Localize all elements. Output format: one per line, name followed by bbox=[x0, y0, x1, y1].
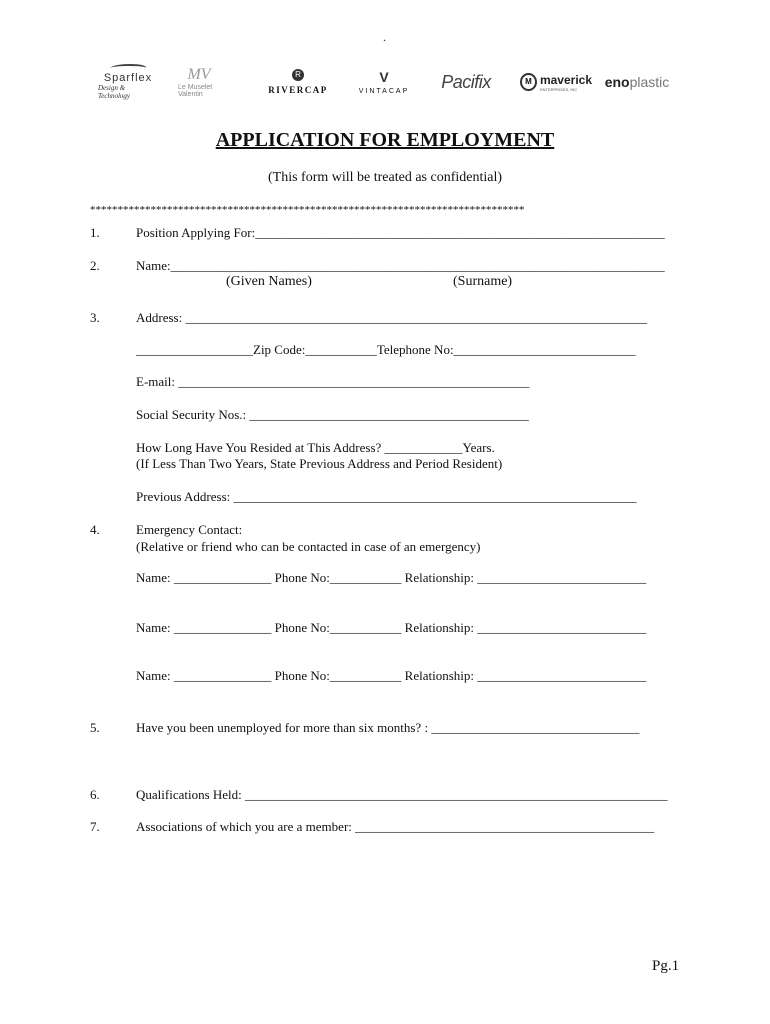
item-number-6: 6. bbox=[90, 787, 100, 802]
enoplastic-logo bbox=[602, 62, 672, 102]
form-title-text: APPLICATION FOR EMPLOYMENT bbox=[215, 129, 555, 151]
residence-duration-field[interactable]: How Long Have You Resided at This Address? ____________Years. bbox=[136, 440, 495, 455]
item-number-4: 4. bbox=[90, 522, 100, 537]
item-number-1: 1. bbox=[90, 225, 100, 240]
maverick-logo-sub: ENTERPRISES, INC bbox=[539, 86, 578, 92]
associations-field[interactable]: Associations of which you are a member: ______________________________________________ bbox=[136, 819, 655, 834]
form-title bbox=[0, 129, 770, 152]
top-mark: . bbox=[383, 30, 386, 44]
qualifications-field[interactable]: Qualifications Held: _________________________________________________________________ bbox=[136, 787, 668, 802]
vintacap-emblem-icon: V bbox=[379, 68, 389, 85]
given-names-label: (Given Names) bbox=[226, 274, 312, 289]
name-field[interactable]: Name:____________________________________________________________________________ bbox=[136, 258, 665, 273]
unemployed-field[interactable]: Have you been unemployed for more than six months? : ________________________________ bbox=[136, 720, 640, 735]
previous-address-field[interactable]: Previous Address: ______________________________________________________________ bbox=[136, 489, 637, 504]
rivercap-emblem-icon: R bbox=[292, 69, 304, 81]
surname-label: (Surname) bbox=[453, 274, 513, 289]
emergency-contact-row-3[interactable]: Name: _______________ Phone No:___________ Relationship: __________________________ bbox=[136, 668, 647, 683]
emergency-contact-label: Emergency Contact: bbox=[136, 522, 243, 537]
emergency-contact-row-1[interactable]: Name: _______________ Phone No:___________ Relationship: __________________________ bbox=[136, 570, 647, 585]
vintacap-logo-name: VINTACAP bbox=[358, 87, 410, 95]
pacifix-logo-name: Pacifix bbox=[441, 71, 491, 92]
valentin-logo bbox=[178, 62, 220, 102]
sparflex-swoosh-icon bbox=[108, 64, 149, 72]
emergency-contact-note: (Relative or friend who can be contacted in case of an emergency) bbox=[136, 539, 481, 554]
item-number-5: 5. bbox=[90, 720, 100, 735]
item-number-3: 3. bbox=[90, 310, 100, 325]
valentin-logo-mark: MV bbox=[187, 66, 211, 83]
form-subtitle: (This form will be treated as confidential) bbox=[267, 170, 503, 185]
position-applying-field[interactable]: Position Applying For:_______________________________________________________________ bbox=[136, 225, 665, 240]
zip-telephone-field[interactable]: __________________Zip Code:___________Telephone No:____________________________ bbox=[136, 342, 636, 357]
page-number: Pg.1 bbox=[652, 958, 680, 974]
valentin-logo-name: Le Muselet Valentin bbox=[178, 84, 213, 98]
rivercap-logo-name: RIVERCAP bbox=[268, 85, 328, 95]
enoplastic-logo-bold: eno bbox=[604, 74, 630, 90]
maverick-logo-name: maverick bbox=[539, 72, 592, 87]
email-field[interactable]: E-mail: ______________________________________________________ bbox=[136, 374, 530, 389]
item-number-7: 7. bbox=[90, 819, 100, 834]
vintacap-logo bbox=[352, 62, 416, 102]
ssn-field[interactable]: Social Security Nos.: ___________________________________________ bbox=[136, 407, 529, 422]
maverick-logo bbox=[520, 62, 592, 102]
sparflex-logo-name: Sparflex bbox=[103, 72, 153, 84]
rivercap-logo bbox=[266, 62, 330, 102]
sparflex-logo bbox=[98, 62, 158, 102]
maverick-emblem-icon: M bbox=[520, 73, 537, 91]
pacifix-logo bbox=[438, 62, 494, 102]
enoplastic-logo-light: plastic bbox=[629, 74, 670, 90]
separator-line: ******************************************************************************* bbox=[90, 204, 525, 216]
address-field[interactable]: Address: _______________________________________________________________________ bbox=[136, 310, 647, 325]
sparflex-logo-tagline: Design & Technology bbox=[98, 84, 131, 100]
emergency-contact-row-2[interactable]: Name: _______________ Phone No:___________ Relationship: __________________________ bbox=[136, 620, 647, 635]
item-number-2: 2. bbox=[90, 258, 100, 273]
residence-duration-note: (If Less Than Two Years, State Previous Address and Period Resident) bbox=[136, 456, 503, 471]
